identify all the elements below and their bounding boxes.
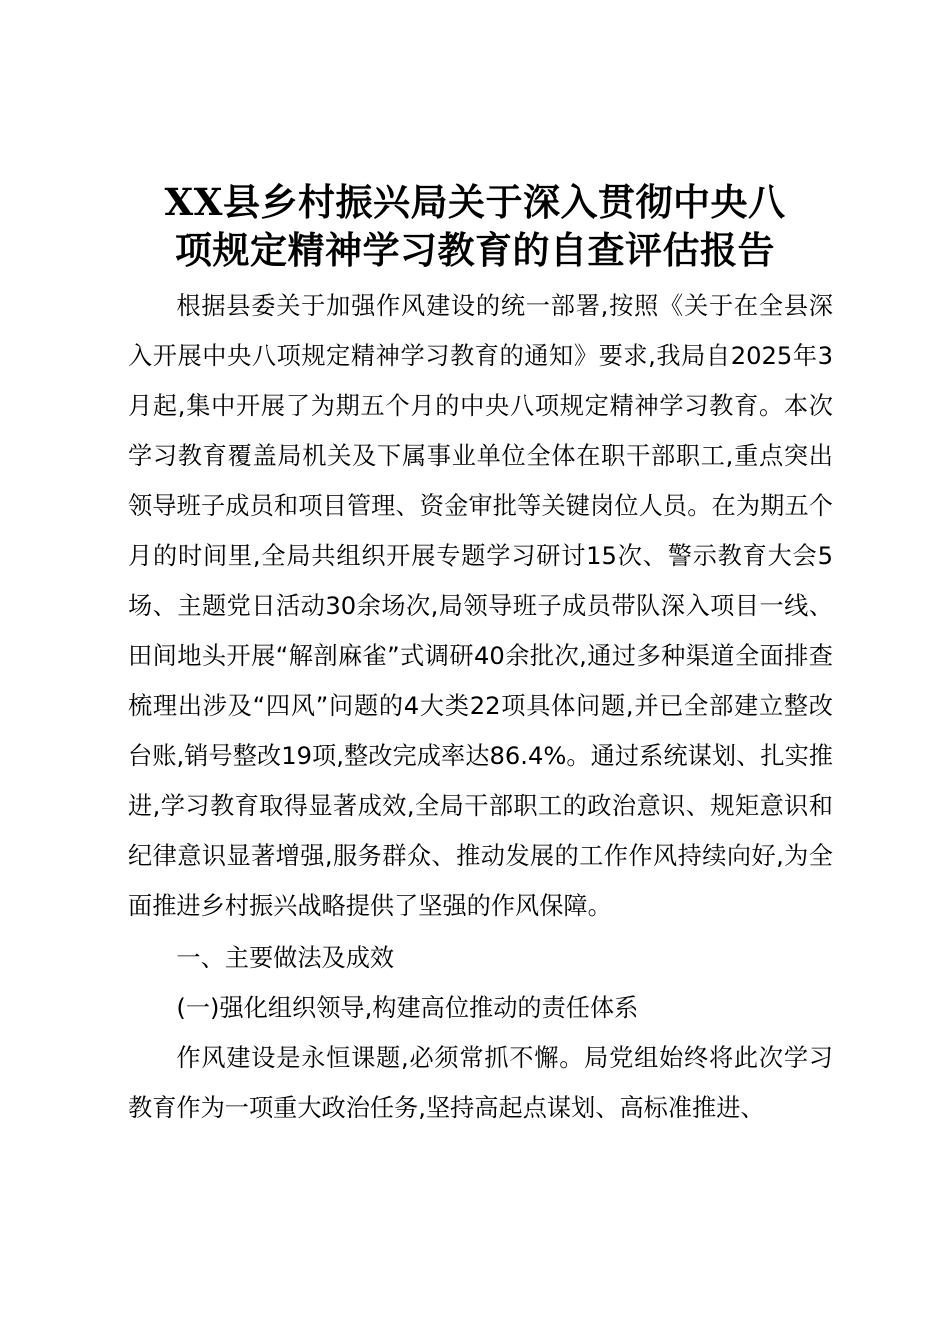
section-heading: 一、主要做法及成效	[176, 944, 395, 972]
subsection-heading: (一)强化组织领导,构建高位推动的责任体系	[176, 994, 639, 1022]
document-body	[128, 281, 833, 1133]
document-title-line-1: XX县乡村振兴局关于深入贯彻中央八	[164, 180, 786, 224]
body-paragraph: 作风建设是永恒课题,必须常抓不懈。局党组始终将此次学习教育作为一项重大政治任务,坚持高起点谋划、高标准推进、	[128, 1044, 833, 1122]
document-title-line-2: 项规定精神学习教育的自查评估报告	[175, 228, 775, 272]
intro-paragraph: 根据县委关于加强作风建设的统一部署,按照《关于在全县深入开展中央八项规定精神学习教育的通知》要求,我局自2025年3月起,集中开展了为期五个月的中央八项规定精神学习教育。本次学习教育覆盖局机关及下属事业单位全体在职干部职工,重点突出领导班子成员和项目管理、资金审批等关键岗位人员。在为期五个月的时间里,全局共组织开展专题学习研讨15次、警示教育大会5场、主题党日活动30余场次,局领导班子成员带队深入项目一线、田间地头开展“解剖麻雀”式调研40余批次,通过多种渠道全面排查梳理出涉及“四风”问题的4大类22项具体问题,并已全部建立整改台账,销号整改19项,整改完成率达86.4%。通过系统谋划、扎实推进,学习教育取得显著成效,全局干部职工的政治意识、规矩意识和纪律意识显著增强,服务群众、推动发展的工作作风持续向好,为全面推进乡村振兴战略提供了坚强的作风保障。	[128, 292, 833, 920]
document-title	[120, 178, 830, 274]
